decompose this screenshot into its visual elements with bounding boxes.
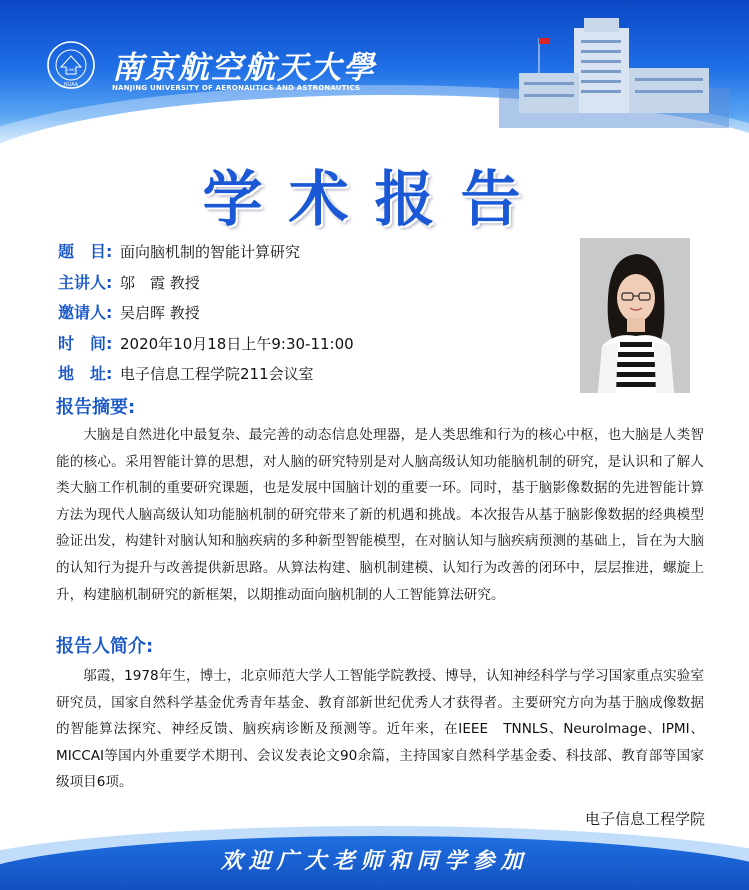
talk-info (58, 237, 354, 390)
info-value: 吴启晖 教授 (120, 304, 200, 322)
info-row-speaker (58, 268, 354, 299)
info-label: 题 目: (58, 242, 113, 261)
university-seal-icon (46, 40, 96, 90)
info-value: 电子信息工程学院211会议室 (120, 365, 314, 383)
info-row-time (58, 329, 354, 360)
info-row-location (58, 359, 354, 390)
logo-year: 1952 (66, 67, 76, 72)
campus-building-image (499, 18, 729, 128)
university-name-en: NANJING UNIVERSITY OF AERONAUTICS AND ASTRONAUTICS (112, 84, 361, 92)
info-row-topic (58, 237, 354, 268)
welcome-text: 欢迎广大老师和同学参加 (220, 848, 529, 874)
info-value: 2020年10月18日上午9:30-11:00 (120, 334, 354, 353)
info-value: 邬 霞 教授 (120, 273, 200, 292)
page-title: 学术报告 (202, 165, 547, 235)
speaker-portrait-icon (580, 238, 690, 393)
info-label: 主讲人: (58, 272, 113, 292)
info-label: 时 间: (58, 333, 113, 353)
logo-text: NUAA (64, 82, 78, 88)
footer-banner (0, 826, 749, 890)
abstract-heading: 报告摘要: (56, 397, 136, 418)
info-row-host (58, 298, 354, 329)
info-label: 邀请人: (58, 303, 113, 322)
info-label: 地 址: (58, 364, 113, 383)
organizer: 电子信息工程学院 (584, 810, 705, 828)
bio-text: 邬霞，1978年生，博士，北京师范大学人工智能学院教授、博导，认知神经科学与学习国家重点实验室研究员，国家自然科学基金优秀青年基金、教育部新世纪优秀人才获得者。主要研究方向为基于脑成像数据的智能算法探究、神经反馈、脑疾病诊断及预测等。近年来，在IEEE TNNLS、NeuroImage、IPMI、MICCAI等国内外重要学术期刊、会议发表论文90余篇，主持国家自然科学基金委、科技部、教育部等国家级项目6项。 (56, 668, 704, 791)
speaker-photo (580, 238, 690, 393)
bio-heading: 报告人简介: (56, 636, 154, 657)
info-value: 面向脑机制的智能计算研究 (120, 243, 301, 261)
header-banner (0, 0, 749, 150)
university-name-cn: 南京航空航天大學 (112, 50, 376, 86)
abstract-text: 大脑是自然进化中最复杂、最完善的动态信息处理器，是人类思维和行为的核心中枢，也大脑是人类智能的核心。采用智能计算的思想，对人脑的研究特别是对人脑高级认知功能脑机制的研究，是认识和了解人类大脑工作机制的重要研究课题，也是发展中国脑计划的重要一环。同时，基于脑影像数据的先进智能计算方法为现代人脑高级认知功能脑机制的研究带来了新的机遇和挑战。本次报告从基于脑影像数据的经典模型验证出发，构建针对脑认知和脑疾病的多种新型智能模型，在对脑认知与脑疾病预测的基础上，旨在为大脑的认知行为提升与改善提供新思路。从算法构建、脑机制建模、认知行为改善的闭环中，层层推进，螺旋上升，构建脑机制研究的新框架，以期推动面向脑机制的人工智能算法研究。 (56, 427, 704, 603)
